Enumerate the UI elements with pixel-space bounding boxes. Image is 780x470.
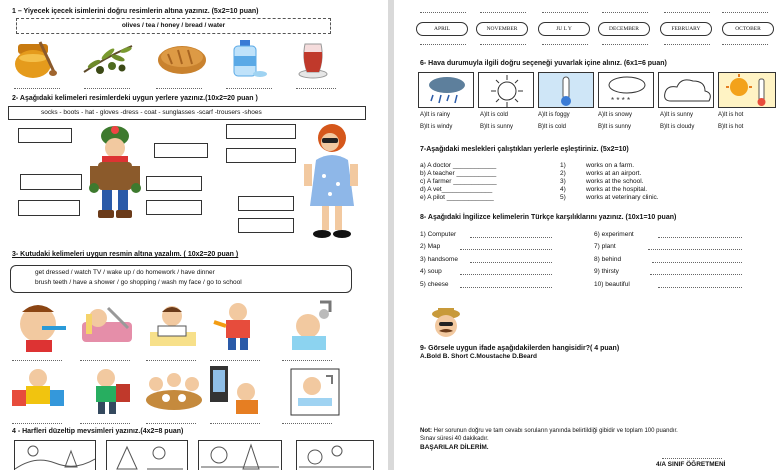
girl-summer-clothes-icon xyxy=(302,120,360,242)
weather-hot-picture xyxy=(718,72,776,108)
q8-word: 8) behind xyxy=(594,256,622,263)
q6-option[interactable]: A)It is sunny xyxy=(660,112,694,118)
weather-sunny-picture xyxy=(478,72,534,108)
taking-shower-icon xyxy=(282,300,340,352)
month-pill: OCTOBER xyxy=(722,22,774,36)
answer-box[interactable] xyxy=(238,196,294,211)
q2-title: 2- Aşağıdaki kelimeleri resimlerdeki uygun yerlere yazınız.(10x2=20 puan ) xyxy=(12,95,258,102)
answer-box[interactable] xyxy=(18,128,72,143)
q8-word: 5) cheese xyxy=(420,281,449,288)
going-to-school-icon xyxy=(80,366,138,416)
answer-box[interactable] xyxy=(146,200,202,215)
answer-box[interactable] xyxy=(18,200,80,216)
q7-profession: d) A vet______________ xyxy=(420,186,493,193)
q8-word: 9) thirsty xyxy=(594,268,619,275)
q1-word-bank: olives / tea / honey / bread / water xyxy=(121,22,226,29)
q7-workplace: works at the hospital. xyxy=(586,186,648,193)
q7-title: 7-Aşağıdaki meslekleri çalıştıkları yerlerle eşleştiriniz. (5x2=10) xyxy=(420,146,629,153)
q7-number: 1) xyxy=(560,162,566,169)
q7-profession: e) A pilot _____________ xyxy=(420,194,494,201)
q3-word-bank-line-2: brush teeth / have a shower / go shopping / wash my face / go to school xyxy=(35,279,242,286)
bread-loaf-icon xyxy=(156,42,208,76)
q8-word: 3) handsome xyxy=(420,256,458,263)
man-with-moustache-icon xyxy=(430,306,462,342)
q7-profession: b) A teacher ___________ xyxy=(420,170,497,177)
brushing-teeth-icon xyxy=(12,300,70,352)
q6-option[interactable]: A)It is cold xyxy=(480,112,509,118)
q1-title: 1 – Yiyecek içecek isimlerini doğru resimlerin altına yazınız. (5x2=10 puan) xyxy=(12,8,259,15)
q6-option[interactable]: B)It is hot xyxy=(718,124,744,130)
q7-workplace: works at an airport. xyxy=(586,170,642,177)
q8-word: 7) plant xyxy=(594,243,616,250)
q6-option[interactable]: B)It is cloudy xyxy=(660,124,695,130)
weather-snowy-picture xyxy=(598,72,654,108)
boy-winter-clothes-icon xyxy=(84,124,146,222)
q7-number: 5) xyxy=(560,194,566,201)
q6-option[interactable]: B)It is windy xyxy=(420,124,453,130)
answer-box[interactable] xyxy=(154,143,208,158)
footer-note-label: Not: xyxy=(420,428,432,434)
month-pill: FEBRUARY xyxy=(660,22,712,36)
q7-number: 2) xyxy=(560,170,566,177)
q2-word-bank: socks - boots - hat - gloves -dress - coat - sunglasses -scarf -trousers -shoes xyxy=(41,109,262,116)
month-pill: NOVEMBER xyxy=(476,22,528,36)
going-shopping-icon xyxy=(10,366,68,416)
q8-word: 4) soup xyxy=(420,268,442,275)
svg-text:* * * *: * * * * xyxy=(611,96,631,105)
season-picture-1 xyxy=(14,440,96,470)
q8-word: 10) beautiful xyxy=(594,281,630,288)
q6-option[interactable]: B)It is sunny xyxy=(480,124,514,130)
answer-box[interactable] xyxy=(226,124,296,139)
watching-tv-icon xyxy=(208,362,266,416)
weather-rainy-picture xyxy=(418,72,474,108)
season-picture-4 xyxy=(296,440,374,470)
month-pill: JU L Y xyxy=(538,22,590,36)
olive-branch-icon xyxy=(82,42,134,78)
month-pill: DECEMBER xyxy=(598,22,650,36)
month-pill: APRIL xyxy=(416,22,468,36)
q6-option[interactable]: B)It is cold xyxy=(538,124,567,130)
q7-number: 3) xyxy=(560,178,566,185)
q8-title: 8- Aşağıdaki İngilizce kelimelerin Türkçe karşılıklarını yazınız. (10x1=10 puan) xyxy=(420,214,677,221)
water-bottle-icon xyxy=(226,38,268,80)
q6-option[interactable]: A)It is snowy xyxy=(598,112,633,118)
answer-box[interactable] xyxy=(226,148,296,163)
footer-wish: BAŞARILAR DİLERİM. xyxy=(420,444,489,451)
q7-workplace: works on a farm. xyxy=(586,162,635,169)
q6-option[interactable]: B)It is sunny xyxy=(598,124,632,130)
q9-title: 9- Görsele uygun ifade aşağıdakilerden hangisidir?( 4 puan) xyxy=(420,345,620,352)
honey-pot-icon xyxy=(12,38,58,80)
q3-word-bank-line-1: get dressed / watch TV / wake up / do homework / have dinner xyxy=(35,269,215,276)
q6-option[interactable]: A)It is hot xyxy=(718,112,744,118)
q7-number: 4) xyxy=(560,186,566,193)
answer-box[interactable] xyxy=(238,218,294,233)
q7-profession: a) A doctor ____________ xyxy=(420,162,497,169)
right-page xyxy=(392,0,780,470)
q7-workplace: works at veterinary clinic. xyxy=(586,194,659,201)
q6-option[interactable]: A)It is rainy xyxy=(420,112,451,118)
q3-title: 3- Kutudaki kelimeleri uygun resmin altına yazalım. ( 10x2=20 puan ) xyxy=(12,251,239,258)
getting-dressed-icon xyxy=(208,300,266,352)
teacher-signature-label: 4/A SINIF ÖĞRETMENİ xyxy=(656,461,726,468)
q8-word: 1) Computer xyxy=(420,231,457,238)
washing-face-icon xyxy=(290,368,340,416)
q1-word-bank-box xyxy=(16,18,331,34)
weather-cold-picture xyxy=(538,72,594,108)
q6-option[interactable]: A)It is foggy xyxy=(538,112,570,118)
footer-note xyxy=(420,428,678,434)
q4-title: 4 - Harfleri düzeltip mevsimleri yazınız.(4x2=8 puan) xyxy=(12,428,184,435)
answer-box[interactable] xyxy=(20,174,82,190)
q3-word-bank-box xyxy=(10,265,352,293)
answer-box[interactable] xyxy=(146,176,202,191)
season-picture-2 xyxy=(106,440,188,470)
weather-cloudy-picture xyxy=(658,72,714,108)
footer-duration: Sınav süresi 40 dakikadır. xyxy=(420,436,489,442)
q8-word: 2) Map xyxy=(420,243,441,250)
having-dinner-icon xyxy=(144,366,204,416)
q8-word: 6) experiment xyxy=(594,231,634,238)
doing-homework-icon xyxy=(144,300,202,352)
q2-word-bank-box xyxy=(8,106,366,120)
q7-workplace: works at the school. xyxy=(586,178,644,185)
q9-options[interactable]: A.Bold B. Short C.Moustache D.Beard xyxy=(420,353,538,360)
tea-glass-icon xyxy=(296,38,330,80)
q6-title: 6- Hava durumuyla ilgili doğru seçeneği yuvarlak içine alınız. (6x1=6 puan) xyxy=(420,60,667,67)
season-picture-3 xyxy=(198,440,282,470)
footer-note-text: Her sorunun doğru ve tam cevabı soruların yanında belirtildiği gibidir ve toplam 100 puandır. xyxy=(432,428,678,434)
q7-profession: c) A farmer ____________ xyxy=(420,178,497,185)
waking-up-icon xyxy=(78,300,136,352)
